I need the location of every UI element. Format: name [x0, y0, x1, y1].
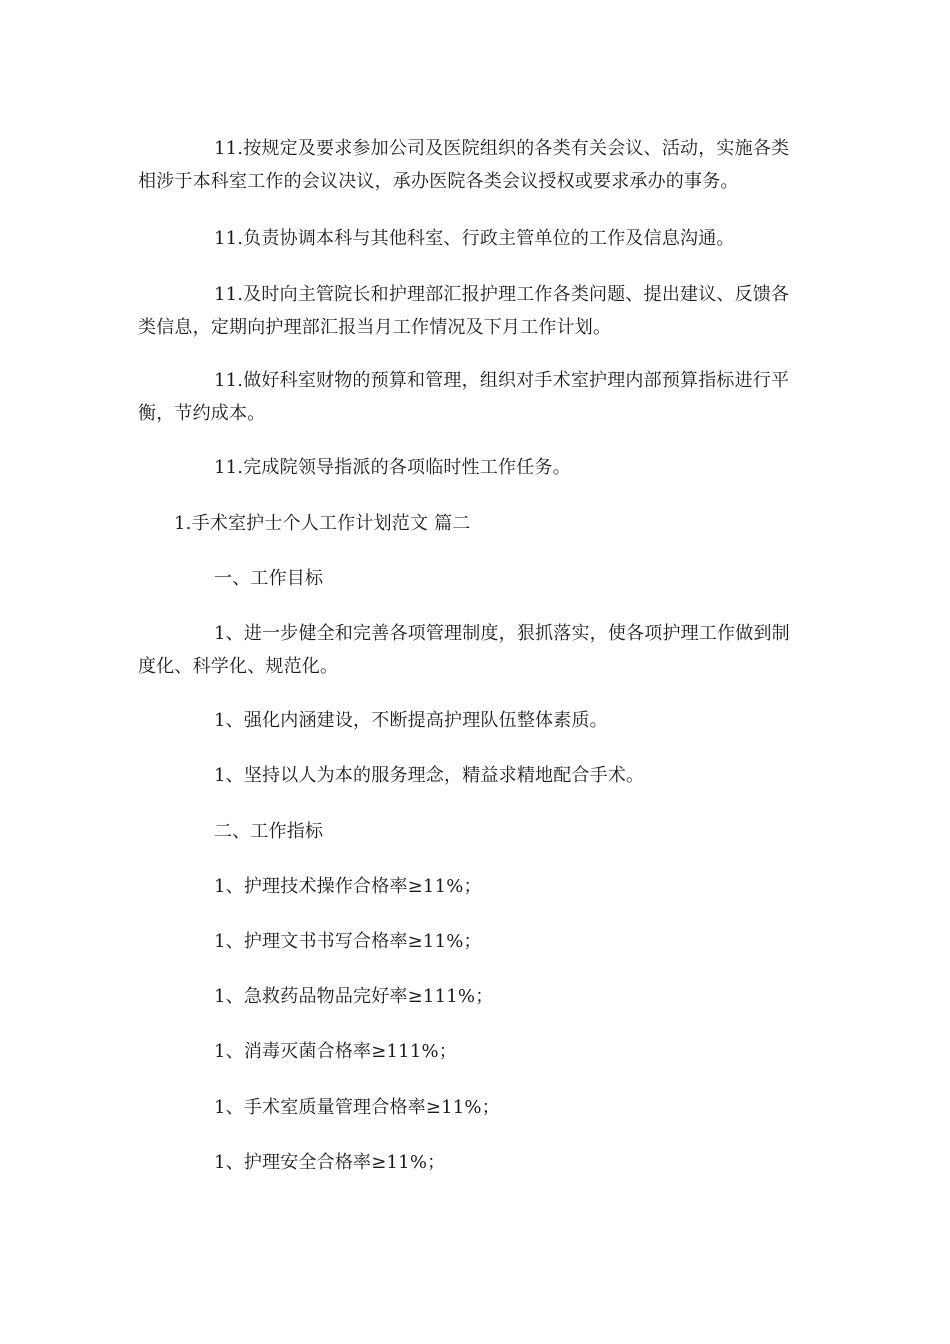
- paragraph-coordination: 11.负责协调本科与其他科室、行政主管单位的工作及信息沟通。: [214, 228, 735, 249]
- paragraph-reporting: 11.及时向主管院长和护理部汇报护理工作各类问题、提出建议、反馈各类信息，定期向护理部汇报当月工作情况及下月工作计划。: [138, 284, 790, 338]
- indicator-nursing-documents: 1、护理文书书写合格率≥11%；: [214, 931, 482, 952]
- indicator-nursing-safety: 1、护理安全合格率≥11%；: [214, 1152, 446, 1173]
- paragraph-budget: 11.做好科室财物的预算和管理，组织对手术室护理内部预算指标进行平衡，节约成本。: [138, 370, 790, 424]
- paragraph-goal-service: 1、坚持以人为本的服务理念，精益求精地配合手术。: [214, 765, 645, 786]
- indicator-emergency-drugs: 1、急救药品物品完好率≥111%；: [214, 986, 494, 1007]
- paragraph-temporary-tasks: 11.完成院领导指派的各项临时性工作任务。: [214, 457, 571, 478]
- heading-work-goals: 一、工作目标: [214, 568, 324, 589]
- heading-work-indicators: 二、工作指标: [214, 821, 324, 842]
- indicator-or-quality: 1、手术室质量管理合格率≥11%；: [214, 1097, 500, 1118]
- section-heading-plan-two: 1.手术室护士个人工作计划范文 篇二: [174, 513, 471, 534]
- indicator-technical-operation: 1、护理技术操作合格率≥11%；: [214, 876, 482, 897]
- indicator-sterilization: 1、消毒灭菌合格率≥111%；: [214, 1041, 457, 1062]
- paragraph-meeting-duties: 11.按规定及要求参加公司及医院组织的各类有关会议、活动，实施各类相涉于本科室工作的会议决议，承办医院各类会议授权或要求承办的事务。: [138, 138, 790, 192]
- paragraph-goal-management: 1、进一步健全和完善各项管理制度，狠抓落实，使各项护理工作做到制度化、科学化、规范化。: [138, 623, 790, 677]
- paragraph-goal-quality: 1、强化内涵建设，不断提高护理队伍整体素质。: [214, 710, 608, 731]
